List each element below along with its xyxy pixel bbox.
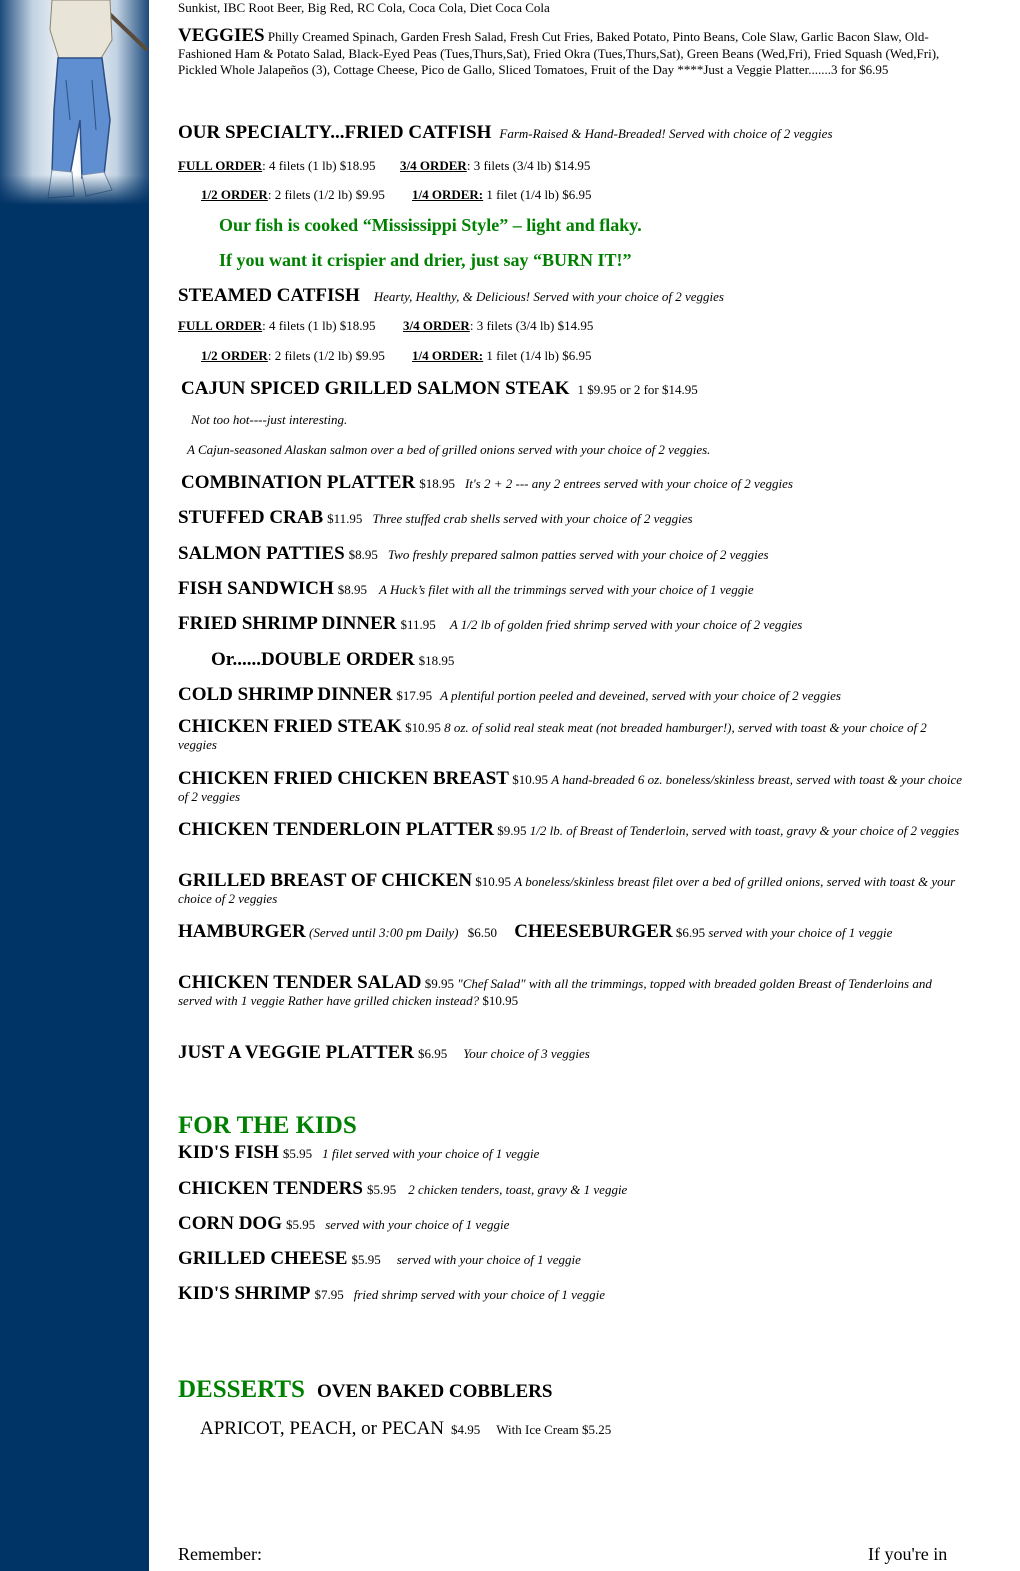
item-desc: served with your choice of 1 veggie xyxy=(708,925,893,940)
three-quarter-order-text: 3 filets (3/4 lb) $14.95 xyxy=(476,318,594,333)
kids-item-fish xyxy=(178,1142,539,1164)
cheeseburger-title: CHEESEBURGER xyxy=(514,921,673,942)
half-order-label: 1/2 ORDER xyxy=(201,187,268,202)
mississippi-style-note: Our fish is cooked “Mississippi Style” – light and flaky. xyxy=(219,215,642,235)
menu-item-fried-shrimp xyxy=(178,613,802,635)
item-desc: "Chef Salad" with all the trimmings, topped with breaded golden Breast of Tenderloins and served with 1 veggie Rather have grilled chicken instead? xyxy=(178,976,932,1008)
item-price: $5.95 xyxy=(285,1217,316,1232)
item-price: $5.95 xyxy=(351,1252,381,1267)
salmon-title: CAJUN SPICED GRILLED SALMON STEAK xyxy=(181,378,570,399)
salmon-price: 1 $9.95 or 2 for $14.95 xyxy=(577,382,698,397)
item-desc: A boneless/skinless breast filet over a bed of grilled onions, served with toast & your choice of 2 veggies xyxy=(178,874,956,906)
item-title: COLD SHRIMP DINNER xyxy=(178,684,393,705)
cobbler-ice-cream: With Ice Cream $5.25 xyxy=(496,1422,612,1437)
half-order-label: 1/2 ORDER xyxy=(201,348,268,363)
quarter-order-text: 1 filet (1/4 lb) $6.95 xyxy=(486,187,592,202)
specialty-full-order: FULL ORDER: 4 filets (1 lb) $18.95 xyxy=(178,158,376,173)
item-note: (Served until 3:00 pm Daily) xyxy=(308,925,459,940)
item-price: $11.95 xyxy=(400,617,436,632)
item-title: STUFFED CRAB xyxy=(178,507,324,528)
item-price: $6.50 xyxy=(467,925,497,940)
kids-item-tenders xyxy=(178,1178,627,1200)
item-price: $17.95 xyxy=(396,688,433,703)
item-desc: Your choice of 3 veggies xyxy=(463,1046,590,1061)
item-desc: 1/2 lb. of Breast of Tenderloin, served with toast, gravy & your choice of 2 veggies xyxy=(529,823,960,838)
veggies-list: Philly Creamed Spinach, Garden Fresh Salad, Fresh Cut Fries, Baked Potato, Pinto Beans, Cole Slaw, Garlic Bacon Slaw, Old-Fashioned Ham & Potato Salad, Black-Eyed Peas (Tues,Thurs,Sat), Fried Okra (Tues,Thurs,Sat), Green Beans (Wed,Fri), Fried Squash (Wed,Fri), Pickled Whole Jalapeños (3), Cottage Cheese, Pico de Gallo, Sliced Tomatoes, Fruit of the Day ****Just a Veggie Platter.......3 for $6.95 xyxy=(178,29,940,77)
specialty-three-quarter-order: 3/4 ORDER: 3 filets (3/4 lb) $14.95 xyxy=(400,158,591,173)
specialty-desc: Farm-Raised & Hand-Breaded! Served with choice of 2 veggies xyxy=(499,126,833,141)
quarter-order-text: 1 filet (1/4 lb) $6.95 xyxy=(486,348,592,363)
item-price-alt: $10.95 xyxy=(482,992,519,1008)
item-title: CHICKEN FRIED STEAK xyxy=(178,716,402,737)
specialty-half-order: 1/2 ORDER: 2 filets (1/2 lb) $9.95 xyxy=(201,187,385,202)
item-desc: It's 2 + 2 --- any 2 entrees served with your choice of 2 veggies xyxy=(464,476,793,491)
menu-item-hamburger xyxy=(178,921,968,942)
quarter-order-label: 1/4 ORDER: xyxy=(412,348,484,363)
item-title: CHICKEN TENDERS xyxy=(178,1178,363,1199)
item-desc: A plentiful portion peeled and deveined, served with your choice of 2 veggies xyxy=(440,688,841,703)
item-desc: served with your choice of 1 veggie xyxy=(396,1252,581,1267)
item-title: CORN DOG xyxy=(178,1213,282,1234)
sidebar xyxy=(0,0,149,1571)
full-order-text: 4 filets (1 lb) $18.95 xyxy=(269,158,376,173)
item-desc: 1 filet served with your choice of 1 veggie xyxy=(322,1146,540,1161)
specialty-title: OUR SPECIALTY...FRIED CATFISH xyxy=(178,122,492,143)
fisherman-image xyxy=(0,0,149,205)
kids-item-corn-dog xyxy=(178,1213,509,1235)
item-title: KID'S SHRIMP xyxy=(178,1283,311,1304)
three-quarter-order-text: 3 filets (3/4 lb) $14.95 xyxy=(473,158,591,173)
item-price: $10.95 xyxy=(512,772,548,787)
drinks-list: Sunkist, IBC Root Beer, Big Red, RC Cola, Coca Cola, Diet Coca Cola xyxy=(178,0,550,15)
footer-remember: Remember: xyxy=(178,1544,262,1564)
item-price: $9.95 xyxy=(497,823,527,838)
item-desc: A Huck’s filet with all the trimmings served with your choice of 1 veggie xyxy=(378,582,754,597)
item-desc: 2 chicken tenders, toast, gravy & 1 veggie xyxy=(408,1182,628,1197)
half-order-text: 2 filets (1/2 lb) $9.95 xyxy=(274,348,385,363)
item-price: $5.95 xyxy=(282,1146,313,1161)
burn-it-note: If you want it crispier and drier, just say “BURN IT!” xyxy=(219,250,632,270)
specialty-quarter-order xyxy=(412,187,591,203)
item-price: $9.95 xyxy=(424,976,455,991)
full-order-text: 4 filets (1 lb) $18.95 xyxy=(269,318,376,333)
item-title: Or......DOUBLE ORDER xyxy=(211,649,415,670)
item-title: CHICKEN TENDER SALAD xyxy=(178,972,422,993)
menu-item-double-order xyxy=(211,649,454,671)
menu-item-chicken-fried-chicken-breast xyxy=(178,768,968,805)
steamed-desc: Hearty, Healthy, & Delicious! Served with your choice of 2 veggies xyxy=(373,289,724,304)
item-title: CHICKEN TENDERLOIN PLATTER xyxy=(178,819,495,840)
item-price: $10.95 xyxy=(475,874,512,889)
steamed-full-order: FULL ORDER: 4 filets (1 lb) $18.95 xyxy=(178,318,376,333)
kids-item-grilled-cheese xyxy=(178,1248,581,1270)
cobbler-flavors-row xyxy=(200,1418,611,1440)
item-title: HAMBURGER xyxy=(178,921,306,942)
specialty-heading xyxy=(178,122,833,144)
item-title: COMBINATION PLATTER xyxy=(181,472,416,493)
kids-header: FOR THE KIDS xyxy=(178,1112,357,1139)
full-order-label: FULL ORDER xyxy=(178,318,263,333)
half-order-text: 2 filets (1/2 lb) $9.95 xyxy=(274,187,385,202)
item-price: $5.95 xyxy=(366,1182,397,1197)
veggies-title: VEGGIES xyxy=(178,25,265,46)
salmon-desc: A Cajun-seasoned Alaskan salmon over a bed of grilled onions served with your choice of 2 veggies. xyxy=(187,442,711,457)
menu-item-salmon-patties xyxy=(178,543,769,565)
cobblers-title: OVEN BAKED COBBLERS xyxy=(316,1381,553,1402)
cheeseburger-price: $6.95 xyxy=(675,925,706,940)
full-order-label: FULL ORDER xyxy=(178,158,263,173)
item-title: KID'S FISH xyxy=(178,1142,279,1163)
menu-item-fish-sandwich xyxy=(178,578,754,600)
item-title: GRILLED CHEESE xyxy=(178,1248,348,1269)
item-desc: A hand-breaded 6 oz. boneless/skinless breast, served with toast & your choice of 2 veggies xyxy=(178,772,963,804)
steamed-heading xyxy=(178,285,724,307)
item-title: CHICKEN FRIED CHICKEN BREAST xyxy=(178,768,509,789)
desserts-header: DESSERTS xyxy=(178,1376,305,1403)
item-price: $10.95 xyxy=(405,720,441,735)
menu-item-veggie-platter xyxy=(178,1042,590,1064)
item-desc: Two freshly prepared salmon patties served with your choice of 2 veggies xyxy=(387,547,769,562)
item-desc: fried shrimp served with your choice of 1 veggie xyxy=(353,1287,606,1302)
item-desc: Three stuffed crab shells served with your choice of 2 veggies xyxy=(372,511,693,526)
item-title: SALMON PATTIES xyxy=(178,543,345,564)
item-desc: 8 oz. of solid real steak meat (not breaded hamburger!), served with toast & your choice of 2 veggies xyxy=(178,720,927,752)
item-desc: A 1/2 lb of golden fried shrimp served with your choice of 2 veggies xyxy=(449,617,803,632)
menu-item-chicken-tender-salad xyxy=(178,972,968,1009)
item-price: $7.95 xyxy=(314,1287,344,1302)
item-price: $6.95 xyxy=(418,1046,448,1061)
three-quarter-order-label: 3/4 ORDER xyxy=(400,158,467,173)
quarter-order-label: 1/4 ORDER: xyxy=(412,187,484,202)
salmon-note: Not too hot----just interesting. xyxy=(191,412,348,427)
desserts-heading xyxy=(178,1376,552,1404)
three-quarter-order-label: 3/4 ORDER xyxy=(403,318,470,333)
menu-item-grilled-breast-of-chicken xyxy=(178,870,968,907)
menu-item-cold-shrimp xyxy=(178,684,841,706)
kids-item-shrimp xyxy=(178,1283,605,1305)
steamed-half-order: 1/2 ORDER: 2 filets (1/2 lb) $9.95 xyxy=(201,348,385,363)
item-title: GRILLED BREAST OF CHICKEN xyxy=(178,870,473,891)
item-price: $18.95 xyxy=(418,653,455,668)
steamed-three-quarter-order: 3/4 ORDER: 3 filets (3/4 lb) $14.95 xyxy=(403,318,594,333)
salmon-heading xyxy=(181,378,698,400)
item-price: $11.95 xyxy=(327,511,363,526)
steamed-quarter-order xyxy=(412,348,591,364)
steamed-title: STEAMED CATFISH xyxy=(178,285,360,306)
menu-item-chicken-tenderloin-platter xyxy=(178,819,968,840)
item-title: JUST A VEGGIE PLATTER xyxy=(178,1042,414,1063)
item-title: FISH SANDWICH xyxy=(178,578,334,599)
menu-item-chicken-fried-steak xyxy=(178,716,968,753)
menu-item-combination-platter xyxy=(181,472,793,494)
item-price: $8.95 xyxy=(348,547,378,562)
item-desc: served with your choice of 1 veggie xyxy=(325,1217,510,1232)
item-price: $18.95 xyxy=(419,476,455,491)
footer-if-youre-in: If you're in xyxy=(868,1544,948,1564)
cobbler-price: $4.95 xyxy=(451,1422,481,1437)
menu-item-stuffed-crab xyxy=(178,507,693,529)
item-price: $8.95 xyxy=(337,582,367,597)
item-title: FRIED SHRIMP DINNER xyxy=(178,613,397,634)
cobbler-flavors: APRICOT, PEACH, or PECAN xyxy=(200,1418,445,1439)
veggies-section xyxy=(178,25,968,79)
